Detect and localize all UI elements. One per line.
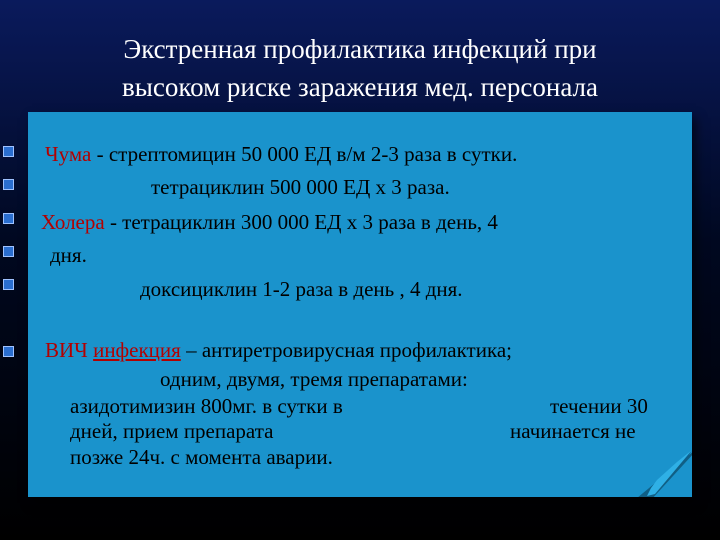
bullet-square-icon — [3, 346, 14, 357]
bullet-square-icon — [3, 246, 14, 257]
cholera-line-2: дня. — [50, 243, 87, 267]
bullet-square-icon — [3, 146, 14, 157]
plague-line-1: - стрептомицин 50 000 ЕД в/м 2-3 раза в сутки. — [91, 142, 518, 166]
hiv-label-part-1: ВИЧ — [45, 338, 88, 362]
hiv-line-3b: течении 30 — [550, 394, 648, 418]
hiv-label-part-2: инфекция — [93, 338, 181, 362]
bullet-square-icon — [3, 213, 14, 224]
slide-title — [20, 30, 700, 106]
plague-line-2: тетрациклин 500 000 ЕД х 3 раза. — [151, 175, 450, 199]
plague-label: Чума — [45, 142, 92, 166]
bullet-square-icon — [3, 179, 14, 190]
cholera-line-3: доксициклин 1-2 раза в день , 4 дня. — [140, 277, 463, 301]
hiv-line-4b: начинается не — [510, 419, 636, 443]
plague-row-1 — [45, 142, 517, 167]
cholera-label: Холера — [41, 210, 105, 234]
hiv-line-1: – антиретровирусная профилактика; — [180, 338, 512, 362]
hiv-line-2: одним, двумя, тремя препаратами: — [160, 367, 468, 391]
cholera-line-1: - тетрациклин 300 000 ЕД х 3 раза в день, 4 — [104, 210, 498, 234]
hiv-line-5: позже 24ч. с момента аварии. — [70, 445, 333, 469]
content-card — [28, 112, 692, 497]
hiv-row-1 — [45, 338, 512, 363]
hiv-line-4a: дней, прием препарата — [70, 419, 274, 443]
card-content — [28, 112, 692, 497]
page-curl-icon — [637, 450, 695, 500]
bullet-square-icon — [3, 279, 14, 290]
title-line-2: высоком риске заражения мед. персонала — [121, 72, 599, 102]
title-line-1: Экстренная профилактика инфекций при — [123, 34, 597, 64]
hiv-line-3a: азидотимизин 800мг. в сутки в — [70, 394, 343, 418]
cholera-row-1 — [41, 210, 498, 235]
